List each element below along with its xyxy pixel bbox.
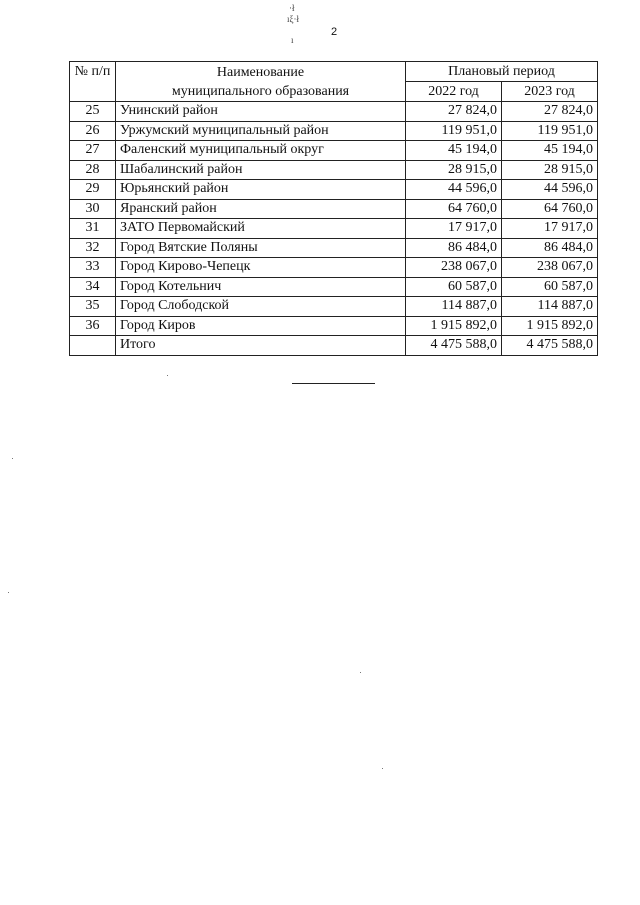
municipality-name: Город Котельнич xyxy=(116,277,406,297)
row-number: 35 xyxy=(70,297,116,317)
row-number: 33 xyxy=(70,258,116,278)
row-number: 27 xyxy=(70,141,116,161)
table-row xyxy=(70,121,598,141)
value-2023: 64 760,0 xyxy=(502,199,598,219)
value-2023: 45 194,0 xyxy=(502,141,598,161)
municipality-name: Итого xyxy=(116,336,406,356)
value-2023: 238 067,0 xyxy=(502,258,598,278)
value-2023: 28 915,0 xyxy=(502,160,598,180)
header-name xyxy=(116,62,406,102)
table-row xyxy=(70,180,598,200)
value-2022: 60 587,0 xyxy=(406,277,502,297)
table-row xyxy=(70,258,598,278)
value-2022: 86 484,0 xyxy=(406,238,502,258)
budget-table xyxy=(69,61,598,356)
header-year-2022: 2022 год xyxy=(406,82,502,102)
row-number xyxy=(70,336,116,356)
municipality-name: Город Слободской xyxy=(116,297,406,317)
table-row xyxy=(70,102,598,122)
row-number: 29 xyxy=(70,180,116,200)
value-2023: 44 596,0 xyxy=(502,180,598,200)
table-row xyxy=(70,316,598,336)
total-row xyxy=(70,336,598,356)
closing-rule xyxy=(292,383,375,384)
municipality-name: ЗАТО Первомайский xyxy=(116,219,406,239)
scan-artifact-mark: ·ł xyxy=(289,3,295,13)
row-number: 30 xyxy=(70,199,116,219)
table-row xyxy=(70,219,598,239)
page-number: 2 xyxy=(331,26,338,38)
value-2023: 119 951,0 xyxy=(502,121,598,141)
value-2023: 86 484,0 xyxy=(502,238,598,258)
value-2023: 27 824,0 xyxy=(502,102,598,122)
table-row xyxy=(70,297,598,317)
header-planning-period: Плановый период xyxy=(406,62,598,82)
row-number: 28 xyxy=(70,160,116,180)
table-header-row xyxy=(70,62,598,82)
row-number: 31 xyxy=(70,219,116,239)
scan-speck xyxy=(12,458,13,459)
table-row xyxy=(70,238,598,258)
scan-artifact-mark: ıξ·ł xyxy=(287,14,300,24)
header-year-2023: 2023 год xyxy=(502,82,598,102)
municipality-name: Унинский район xyxy=(116,102,406,122)
value-2022: 64 760,0 xyxy=(406,199,502,219)
value-2023: 1 915 892,0 xyxy=(502,316,598,336)
municipality-name: Шабалинский район xyxy=(116,160,406,180)
header-name-line1: Наименование xyxy=(216,64,305,80)
value-2022: 4 475 588,0 xyxy=(406,336,502,356)
value-2022: 45 194,0 xyxy=(406,141,502,161)
value-2022: 28 915,0 xyxy=(406,160,502,180)
value-2022: 114 887,0 xyxy=(406,297,502,317)
row-number: 32 xyxy=(70,238,116,258)
scan-speck xyxy=(167,375,168,376)
value-2022: 27 824,0 xyxy=(406,102,502,122)
municipality-name: Уржумский муниципальный район xyxy=(116,121,406,141)
table-body xyxy=(70,102,598,356)
municipality-name: Юрьянский район xyxy=(116,180,406,200)
value-2022: 1 915 892,0 xyxy=(406,316,502,336)
value-2022: 119 951,0 xyxy=(406,121,502,141)
value-2022: 17 917,0 xyxy=(406,219,502,239)
value-2023: 4 475 588,0 xyxy=(502,336,598,356)
municipality-name: Яранский район xyxy=(116,199,406,219)
row-number: 26 xyxy=(70,121,116,141)
row-number: 36 xyxy=(70,316,116,336)
table-row xyxy=(70,277,598,297)
value-2023: 60 587,0 xyxy=(502,277,598,297)
value-2023: 114 887,0 xyxy=(502,297,598,317)
municipality-name: Город Вятские Поляны xyxy=(116,238,406,258)
scan-speck xyxy=(8,592,9,593)
header-number: № п/п xyxy=(70,62,116,102)
table-row xyxy=(70,199,598,219)
scan-speck xyxy=(382,768,383,769)
municipality-name: Фаленский муниципальный округ xyxy=(116,141,406,161)
row-number: 34 xyxy=(70,277,116,297)
municipality-name: Город Киров xyxy=(116,316,406,336)
value-2023: 17 917,0 xyxy=(502,219,598,239)
value-2022: 44 596,0 xyxy=(406,180,502,200)
value-2022: 238 067,0 xyxy=(406,258,502,278)
row-number: 25 xyxy=(70,102,116,122)
header-name-line2: муниципального образования xyxy=(171,83,350,99)
municipality-name: Город Кирово-Чепецк xyxy=(116,258,406,278)
scan-artifact-mark: ı xyxy=(291,35,294,45)
table-row xyxy=(70,160,598,180)
scan-speck xyxy=(360,672,361,673)
table-row xyxy=(70,141,598,161)
